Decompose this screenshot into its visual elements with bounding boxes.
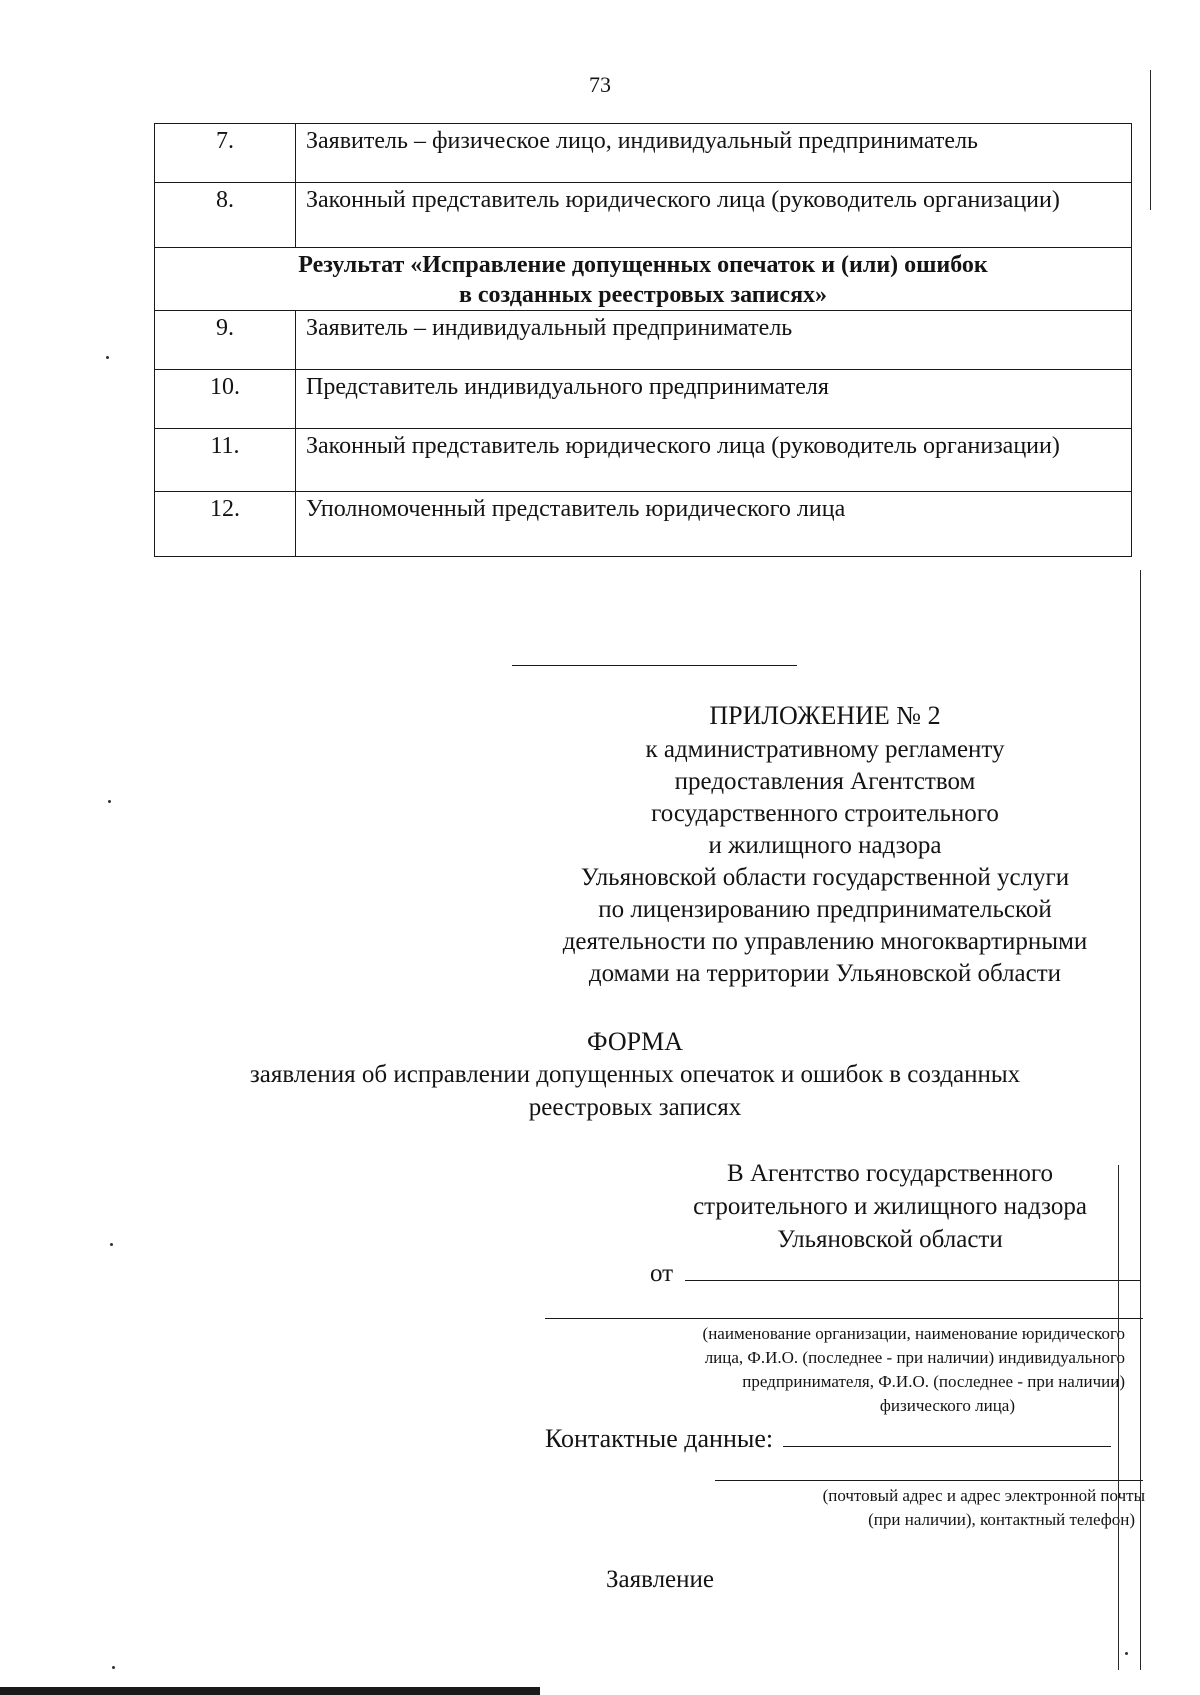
appendix-title: ПРИЛОЖЕНИЕ № 2 — [709, 701, 941, 730]
recipient-line1: В Агентство государственного — [727, 1160, 1053, 1187]
scan-dot — [112, 1666, 115, 1669]
table-row — [155, 183, 1132, 248]
table-row — [155, 311, 1132, 370]
row-number: 7. — [155, 124, 296, 183]
contacts-blank-line[interactable] — [783, 1424, 1111, 1447]
appendix-line: по лицензированию предпринимательской — [598, 896, 1052, 923]
from-blank-line[interactable] — [685, 1258, 1140, 1281]
appendix-line: Ульяновской области государственной услуги — [580, 864, 1070, 891]
contacts-caption-line: (при наличии), контактный телефон) — [868, 1510, 1135, 1529]
contacts-field — [545, 1424, 1111, 1454]
scan-dot — [108, 800, 111, 803]
section-separator-line — [512, 665, 797, 666]
page-number: 73 — [589, 72, 611, 97]
section-heading — [155, 248, 1132, 311]
applicants-table — [154, 123, 1132, 557]
recipient-line3: Ульяновской области — [777, 1226, 1003, 1253]
row-text: Законный представитель юридического лица (руководитель организации) — [296, 429, 1132, 492]
form-title: ФОРМА — [587, 1027, 683, 1056]
sender-caption-line: лица, Ф.И.О. (последнее - при наличии) индивидуального — [704, 1348, 1125, 1367]
row-number: 8. — [155, 183, 296, 248]
form-heading — [150, 1025, 1120, 1124]
row-number: 11. — [155, 429, 296, 492]
row-text: Уполномоченный представитель юридического лица — [296, 492, 1132, 557]
from-field — [650, 1258, 1140, 1288]
recipient-line2: строительного и жилищного надзора — [693, 1193, 1087, 1220]
sender-caption-line: физического лица) — [879, 1396, 1015, 1415]
table-row — [155, 492, 1132, 557]
appendix-line: деятельности по управлению многоквартирными — [562, 928, 1088, 955]
table-row — [155, 124, 1132, 183]
appendix-line: предоставления Агентством — [674, 768, 976, 795]
row-text: Законный представитель юридического лица (руководитель организации) — [296, 183, 1132, 248]
contacts-caption — [700, 1484, 1145, 1532]
contacts-second-blank-line[interactable] — [715, 1480, 1143, 1481]
row-text: Заявитель – индивидуальный предприниматель — [296, 311, 1132, 370]
table-section-row — [155, 248, 1132, 311]
appendix-line: государственного строительного — [651, 800, 999, 827]
scan-edge — [0, 1687, 540, 1695]
form-subtitle-line2: реестровых записях — [528, 1094, 742, 1121]
row-text: Представитель индивидуального предпринимателя — [296, 370, 1132, 429]
statement-title: Заявление — [605, 1566, 715, 1593]
section-heading-line2: в созданных реестровых записях» — [458, 282, 828, 308]
scan-dot — [1125, 1652, 1128, 1655]
appendix-line: к административному регламенту — [645, 736, 1005, 763]
recipient-block — [640, 1157, 1140, 1256]
table-row — [155, 429, 1132, 492]
sender-caption-line: (наименование организации, наименование юридического — [702, 1324, 1125, 1343]
sender-caption-line: предпринимателя, Ф.И.О. (последнее - при наличии) — [742, 1372, 1125, 1391]
scan-dot — [106, 356, 109, 359]
scan-margin-line — [1140, 570, 1141, 1670]
row-number: 10. — [155, 370, 296, 429]
appendix-line: и жилищного надзора — [708, 832, 942, 859]
appendix-line: домами на территории Ульяновской области — [588, 960, 1062, 987]
row-text: Заявитель – физическое лицо, индивидуальный предприниматель — [296, 124, 1132, 183]
scan-margin-line — [1150, 70, 1151, 210]
form-subtitle-line1: заявления об исправлении допущенных опечаток и ошибок в созданных — [249, 1061, 1021, 1088]
sender-blank-line[interactable] — [545, 1318, 1143, 1319]
contacts-caption-line: (почтовый адрес и адрес электронной почты — [822, 1486, 1145, 1505]
section-heading-line1: Результат «Исправление допущенных опечаток и (или) ошибок — [298, 252, 988, 278]
table-row — [155, 370, 1132, 429]
contacts-label: Контактные данные: — [545, 1424, 774, 1453]
row-number: 12. — [155, 492, 296, 557]
sender-caption — [560, 1322, 1125, 1418]
from-label: от — [650, 1260, 674, 1287]
row-number: 9. — [155, 311, 296, 370]
scan-dot — [110, 1243, 113, 1246]
appendix-heading — [520, 700, 1130, 990]
scan-margin-line — [1118, 1165, 1119, 1670]
